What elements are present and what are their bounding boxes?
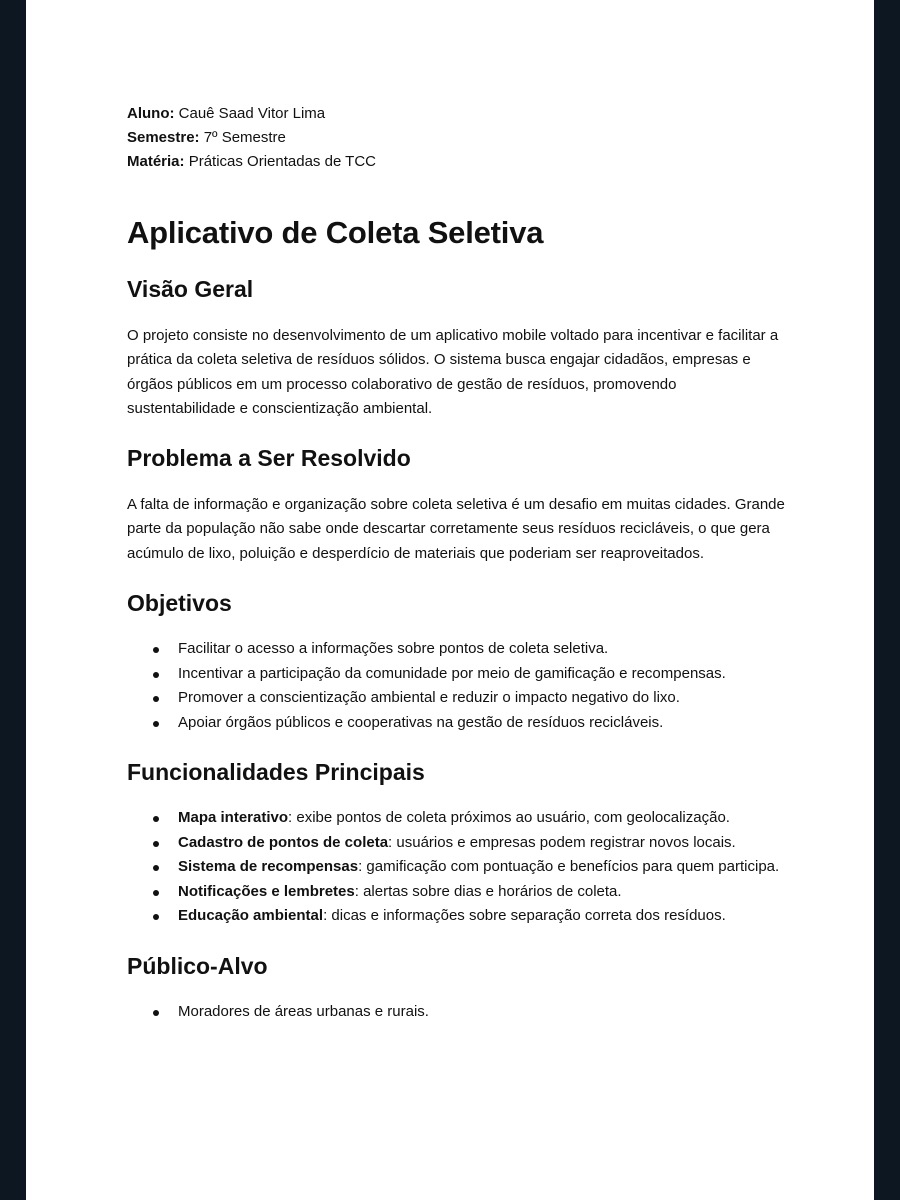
meta-student — [127, 102, 787, 126]
feature-term: Educação ambiental — [178, 907, 324, 925]
list-item — [127, 806, 787, 831]
meta-semester-value: 7º Semestre — [203, 129, 286, 146]
objective-text: Incentivar a participação da comunidade por meio de gamificação e recompensas. — [178, 664, 726, 682]
objectives-heading: Objetivos — [127, 590, 232, 617]
list-item — [127, 711, 787, 736]
objectives-list — [127, 637, 787, 735]
overview-paragraph: O projeto consiste no desenvolvimento de um aplicativo mobile voltado para incentivar e facilitar a prática da coleta seletiva de resíduos sólidos. O sistema busca engajar cidadãos, empresas e órgãos públicos em um processo colaborativo de gestão de resíduos, promovendo sustentabilidade e conscientização ambiental. — [127, 327, 779, 417]
meta-semester-label: Semestre: — [127, 129, 200, 146]
audience-list — [127, 1000, 787, 1025]
document-content — [127, 102, 787, 1024]
meta-student-value: Cauê Saad Vitor Lima — [178, 105, 326, 122]
bullet-icon — [153, 890, 159, 896]
document-title: Aplicativo de Coleta Seletiva — [127, 215, 544, 250]
feature-term: Sistema de recompensas — [178, 858, 359, 876]
list-item — [127, 662, 787, 687]
feature-desc: : exibe pontos de coleta próximos ao usuário, com geolocalização. — [288, 809, 730, 827]
meta-student-label: Aluno: — [127, 105, 175, 122]
bullet-icon — [153, 721, 159, 727]
feature-term: Cadastro de pontos de coleta — [178, 833, 389, 851]
audience-heading: Público-Alvo — [127, 952, 268, 979]
feature-desc: : gamificação com pontuação e benefícios para quem participa. — [358, 858, 780, 876]
feature-term: Notificações e lembretes — [178, 882, 355, 900]
meta-subject-value: Práticas Orientadas de TCC — [188, 153, 377, 170]
meta-block — [127, 102, 787, 174]
objective-text: Promover a conscientização ambiental e reduzir o impacto negativo do lixo. — [178, 689, 680, 707]
bullet-icon — [153, 865, 159, 871]
list-item — [127, 831, 787, 856]
features-heading: Funcionalidades Principais — [127, 759, 425, 786]
meta-semester — [127, 126, 787, 150]
bullet-icon — [153, 816, 159, 822]
meta-subject-label: Matéria: — [127, 153, 185, 170]
feature-desc: : usuários e empresas podem registrar novos locais. — [388, 833, 736, 851]
problem-heading: Problema a Ser Resolvido — [127, 445, 411, 472]
audience-text: Moradores de áreas urbanas e rurais. — [178, 1002, 429, 1020]
overview-heading: Visão Geral — [127, 276, 254, 302]
feature-desc: : dicas e informações sobre separação correta dos resíduos. — [323, 907, 726, 925]
objective-text: Facilitar o acesso a informações sobre pontos de coleta seletiva. — [178, 640, 609, 658]
list-item — [127, 1000, 787, 1025]
bullet-icon — [153, 914, 159, 920]
meta-subject — [127, 150, 787, 174]
feature-term: Mapa interativo — [178, 809, 289, 827]
list-item — [127, 904, 787, 929]
problem-paragraph: A falta de informação e organização sobre coleta seletiva é um desafio em muitas cidades. Grande parte da população não sabe onde descartar corretamente seus resíduos recicláveis, o que gera acúmulo de lixo, poluição e desperdício de materiais que poderiam ser reaproveitados. — [127, 496, 785, 562]
bullet-icon — [153, 672, 159, 678]
list-item — [127, 686, 787, 711]
list-item — [127, 637, 787, 662]
bullet-icon — [153, 647, 159, 653]
bullet-icon — [153, 841, 159, 847]
objective-text: Apoiar órgãos públicos e cooperativas na gestão de resíduos recicláveis. — [178, 713, 664, 731]
features-list — [127, 806, 787, 929]
list-item — [127, 855, 787, 880]
bullet-icon — [153, 1010, 159, 1016]
list-item — [127, 880, 787, 905]
bullet-icon — [153, 696, 159, 702]
feature-desc: : alertas sobre dias e horários de coleta. — [354, 882, 622, 900]
document-page — [26, 0, 874, 1200]
